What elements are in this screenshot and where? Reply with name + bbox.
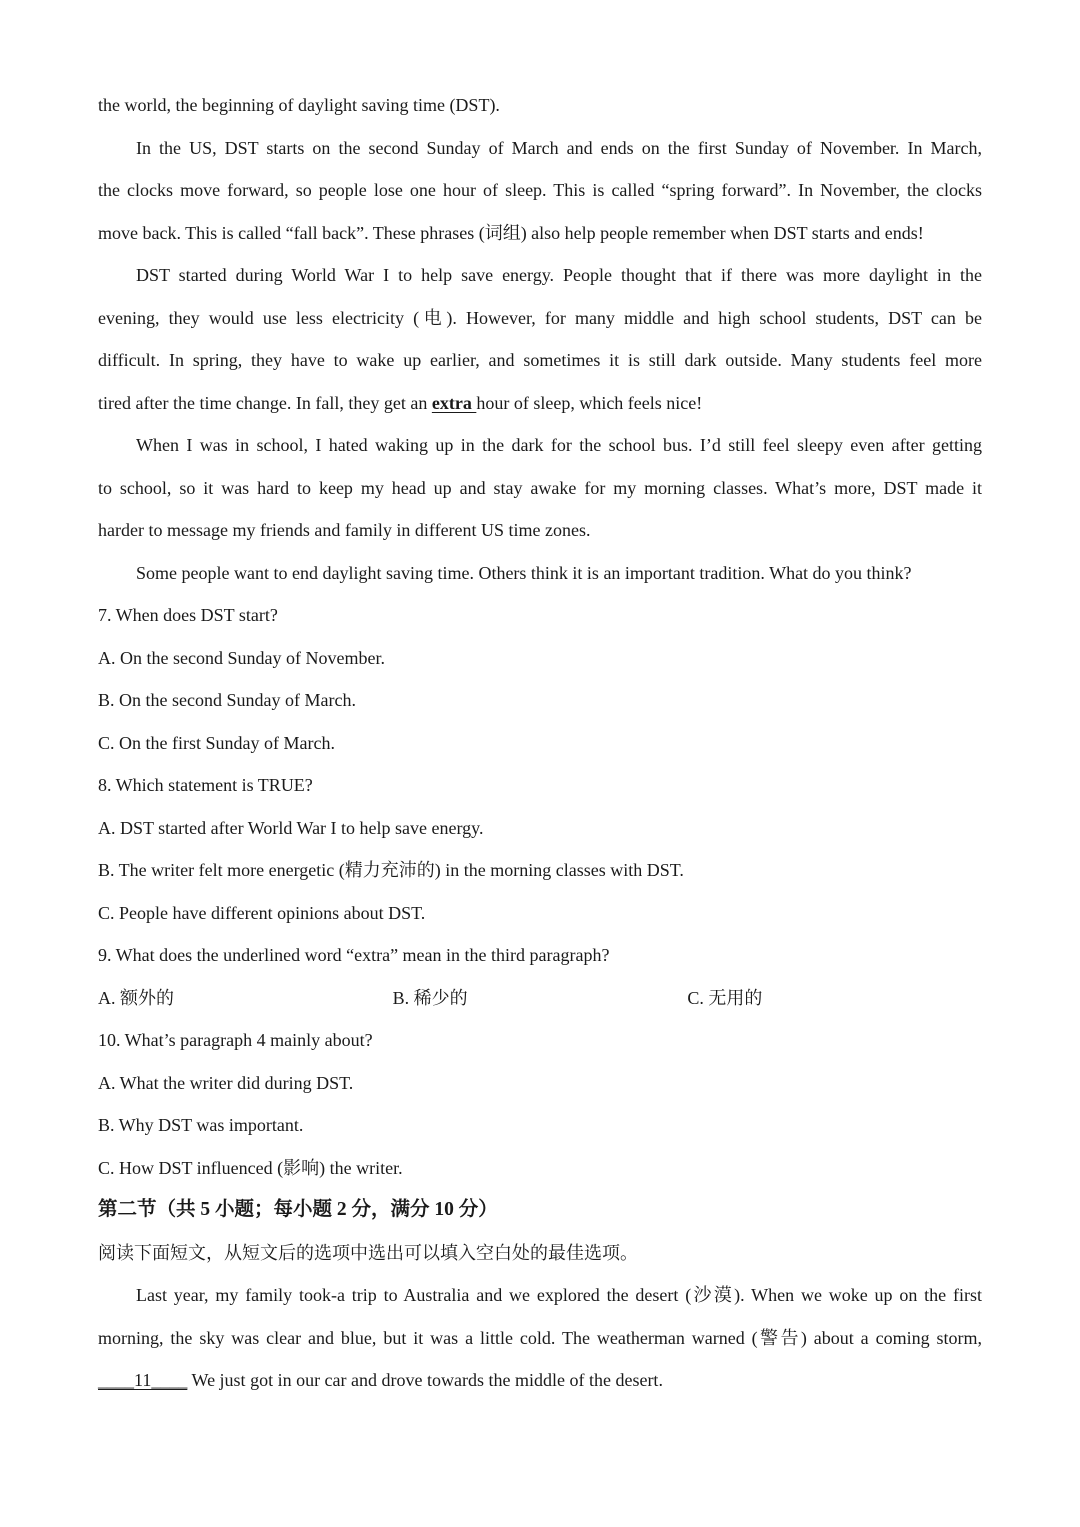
answer-option: B. The writer felt more energetic (精力充沛的) in the morning classes with DST. xyxy=(98,860,684,880)
answer-option: C. 无用的 xyxy=(687,987,763,1008)
passage-text: We just got in our car and drove towards the middle of the desert. xyxy=(187,1370,663,1390)
passage-line: the world, the beginning of daylight saving time (DST). xyxy=(98,95,500,115)
underlined-word-extra: extra xyxy=(431,392,477,413)
passage-line xyxy=(98,382,982,425)
answer-option: B. Why DST was important. xyxy=(98,1115,304,1135)
question-stem: 8. Which statement is TRUE? xyxy=(98,775,313,795)
section-heading: 第二节（共 5 小题；每小题 2 分，满分 10 分） xyxy=(98,1199,498,1220)
passage-line: harder to message my friends and family in different US time zones. xyxy=(98,520,591,540)
passage-line: DST started during World War I to help save energy. People thought that if there was more daylight in the xyxy=(136,265,982,285)
passage-line: evening, they would use less electricity (电). However, for many middle and high school students, DST can be xyxy=(98,307,982,328)
passage-line: When I was in school, I hated waking up in the dark for the school bus. I’d still feel sleepy even after getting xyxy=(136,435,982,455)
blank-11: ____11____ xyxy=(98,1370,188,1390)
answer-option: C. On the first Sunday of March. xyxy=(98,732,335,753)
passage-line: In the US, DST starts on the second Sunday of March and ends on the first Sunday of November. In March, xyxy=(136,137,982,158)
passage-line: difficult. In spring, they have to wake up earlier, and sometimes it is still dark outside. Many students feel more xyxy=(98,350,982,370)
answer-option: B. On the second Sunday of March. xyxy=(98,690,356,710)
question-stem: 10. What’s paragraph 4 mainly about? xyxy=(98,1030,373,1050)
answer-option: C. People have different opinions about DST. xyxy=(98,902,426,923)
document-page xyxy=(98,84,982,1402)
passage-line: Some people want to end daylight saving time. Others think it is an important tradition. What do you think? xyxy=(136,562,912,583)
answer-option: A. DST started after World War I to help save energy. xyxy=(98,817,484,838)
answer-option: A. What the writer did during DST. xyxy=(98,1072,354,1093)
passage-line: the clocks move forward, so people lose one hour of sleep. This is called “spring forward”. In November, the clocks xyxy=(98,180,982,200)
section-instruction: 阅读下面短文，从短文后的选项中选出可以填入空白处的最佳选项。 xyxy=(98,1242,638,1263)
answer-option: A. 额外的 xyxy=(98,987,174,1008)
passage-text: hour of sleep, which feels nice! xyxy=(476,392,703,413)
answer-options-row xyxy=(98,977,982,1020)
passage-line: morning, the sky was clear and blue, but it was a little cold. The weatherman warned (警告) about a coming storm, xyxy=(98,1327,982,1348)
answer-option: C. How DST influenced (影响) the writer. xyxy=(98,1157,403,1178)
question-stem: 7. When does DST start? xyxy=(98,605,278,625)
passage-line: move back. This is called “fall back”. These phrases (词组) also help people remember when DST starts and ends! xyxy=(98,222,924,243)
passage-line: to school, so it was hard to keep my head up and stay awake for my morning classes. What’s more, DST made it xyxy=(98,477,982,498)
question-stem: 9. What does the underlined word “extra” mean in the third paragraph? xyxy=(98,945,610,965)
passage-text: tired after the time change. In fall, they get an xyxy=(98,392,432,413)
passage-line: Last year, my family took-a trip to Australia and we explored the desert (沙漠). When we woke up on the first xyxy=(136,1285,982,1305)
passage-line xyxy=(98,1359,982,1402)
answer-option: B. 稀少的 xyxy=(392,987,468,1008)
answer-option: A. On the second Sunday of November. xyxy=(98,647,385,668)
